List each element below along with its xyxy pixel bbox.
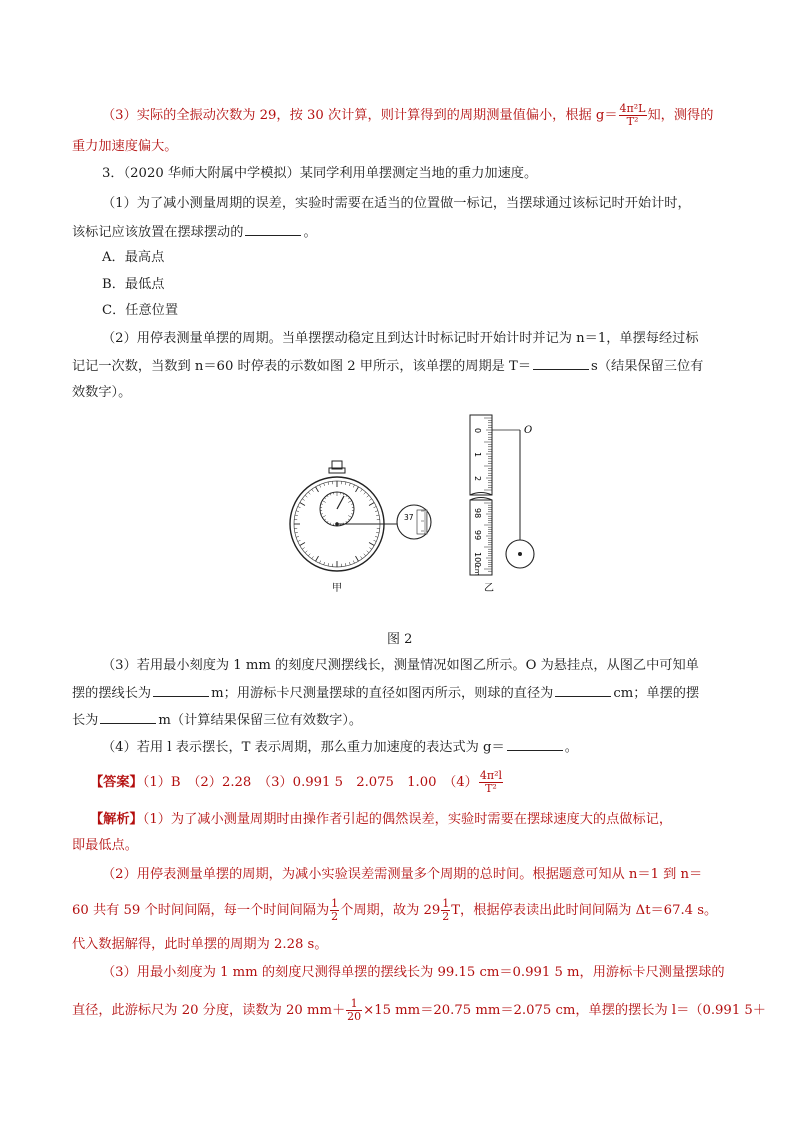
point-o-label: O (524, 425, 533, 436)
analysis-line3: （2）用停表测量单摆的周期，为减小实验误差需测量多个周期的总时间。根据题意可知从 n＝1 到 n＝ (102, 867, 703, 882)
answer-text: （1）B （2）2.28 （3）0.991 5 2.075 1.00 （4） (142, 775, 478, 790)
magnifier-value: 37 (404, 513, 414, 522)
figure-label-jia: 甲 (332, 583, 342, 594)
ruler-label-99: 99 (473, 530, 482, 541)
analysis-line5: 代入数据解得，此时单摆的周期为 2.28 s。 (72, 937, 328, 952)
q-part3-line3: 长为 m（计算结果保留三位有效数字）。 (72, 710, 362, 731)
answer-blank (507, 737, 563, 751)
fraction-half-mixed: $\frac{1}{2}$ (442, 897, 450, 923)
answer-line (90, 770, 504, 795)
analysis-line7: 直径，此游标尺为 20 分度，读数为 20 mm＋ $\frac{1}{20}$ ×15 mm＝20.75 mm＝2.075 cm，单摆的摆长为 l＝（0.991 5＋ (72, 997, 766, 1023)
prev-part3-line2: 重力加速度偏大。 (72, 139, 178, 154)
option-a: A．最高点 (102, 250, 165, 265)
ruler-label-98: 98 (473, 508, 482, 519)
ruler-label-0: 0 (473, 428, 482, 434)
answer-formula: $\frac{\text{4π²l}}{\text{T²}}$ (479, 769, 503, 795)
answer-blank (100, 710, 156, 724)
ruler-label-2: 2 (473, 476, 482, 482)
q-part1-line1: （1）为了减小测量周期的误差，实验时需要在适当的位置做一标记，当摆球通过该标记时开始计时， (102, 196, 691, 211)
analysis-line1: 【解析】（1）为了减小测量周期时由操作者引起的偶然误差，实验时需要在摆球速度大的点做标记， (90, 812, 673, 827)
prev-part3-text-end: 知，测得的 (647, 108, 714, 123)
magnifier-icon (397, 505, 431, 539)
figure-2 (280, 408, 560, 598)
q-part2-line2: 记记一次数，当数到 n＝60 时停表的示数如图 2 甲所示，该单摆的周期是 T＝ s（结果保留三位有 (72, 356, 703, 377)
q-part3-line2: 摆的摆线长为 m；用游标卡尺测量摆球的直径如图丙所示，则球的直径为 cm；单摆的摆 (72, 683, 699, 704)
analysis-line4: 60 共有 59 个时间间隔，每一个时间间隔为 $\frac{1}{2}$ 个周期，故为 29 $\frac{1}{2}$ T，根据停表读出此时间间隔为 Δt＝67.4 s。 (72, 897, 718, 923)
q-part4-line: （4）若用 l 表示摆长，T 表示周期，那么重力加速度的表达式为 g＝ 。 (102, 737, 578, 758)
ruler-unit: cm (473, 565, 481, 576)
q-part2-line3: 效数字）。 (72, 385, 132, 400)
q-part2-line1: （2）用停表测量单摆的周期。当单摆摆动稳定且到达计时标记时开始计时并记为 n＝1，单摆每经过标 (102, 331, 699, 346)
fraction-half: $\frac{1}{2}$ (331, 897, 339, 923)
ruler-label-100: 100 (473, 552, 482, 568)
analysis-line2: 即最低点。 (72, 838, 138, 853)
figure-caption: 图 2 (387, 632, 413, 647)
option-b: B．最低点 (102, 277, 165, 292)
question-header: 3．（2020 华师大附属中学模拟）某同学利用单摆测定当地的重力加速度。 (102, 166, 538, 181)
ruler-icon (470, 415, 534, 576)
stopwatch-icon (290, 461, 399, 571)
answer-tag: 【答案】 (90, 775, 143, 790)
q-part1-line2: 该标记应该放置在摆球摆动的 。 (72, 222, 317, 243)
q-part3-line1: （3）若用最小刻度为 1 mm 的刻度尺测摆线长，测量情况如图乙所示。O 为悬挂点，从图乙中可知单 (102, 658, 699, 673)
answer-blank (533, 356, 589, 370)
analysis-line6: （3）用最小刻度为 1 mm 的刻度尺测得单摆的摆线长为 99.15 cm＝0.991 5 m，用游标卡尺测量摆球的 (102, 965, 725, 980)
ruler-label-1: 1 (473, 452, 482, 458)
answer-blank (245, 222, 301, 236)
formula-fraction: $\frac{\text{4π²L}}{\text{T²}}$ (619, 102, 646, 128)
prev-part3-text: （3）实际的全振动次数为 29，按 30 次计算，则计算得到的周期测量值偏小，根据 g＝ (102, 108, 618, 123)
figure-label-yi: 乙 (484, 583, 494, 594)
analysis-tag: 【解析】 (90, 812, 143, 827)
answer-blank (153, 683, 209, 697)
fraction-twentieth: $\frac{1}{20}$ (347, 997, 362, 1023)
prev-part3-line1 (102, 103, 713, 128)
answer-blank (555, 683, 611, 697)
option-c: C．任意位置 (102, 303, 179, 318)
